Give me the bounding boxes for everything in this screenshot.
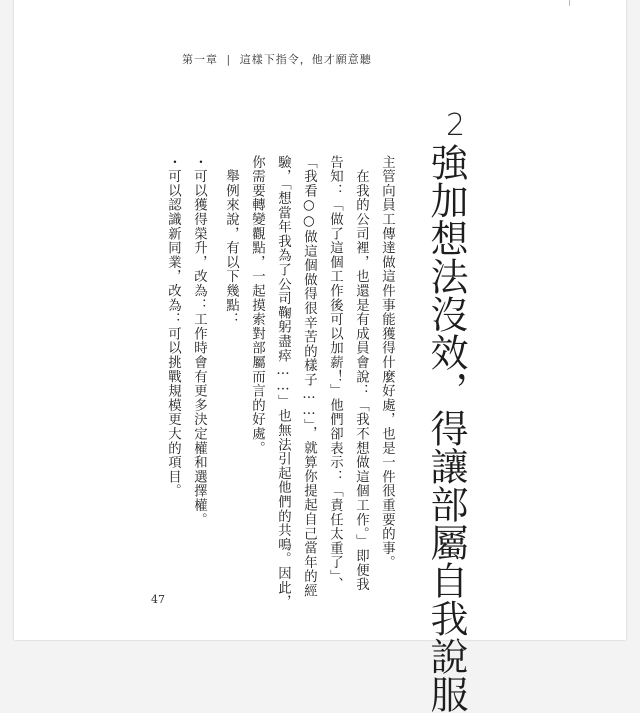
body-column-5: 驗，「想當年我為了公司鞠躬盡瘁……」也無法引起他們的共鳴。因此， [275,155,291,610]
crop-mark [569,0,570,6]
chapter-label: 第一章 [182,53,218,66]
body-column-3: 告知：「做了這個工作後可以加薪！」他們卻表示：「責任太重了」、 [327,155,343,592]
section-title: 強加想法沒效，得讓部屬自我說服 [424,143,468,713]
book-page [14,0,626,713]
running-head [182,51,372,67]
body-column-1: 主管向員工傳達做這件事能獲得什麼好處，也是一件很重要的事。 [379,155,395,570]
body-column-4: 「我看○○做這個做得很辛苦的樣子……」，就算你提起自己當年的經 [301,155,317,598]
chapter-title: 這樣下指令，他才願意聽 [239,53,372,66]
page-number: 47 [151,593,165,606]
running-head-separator: | [226,53,232,66]
list-item-1: ・可以獲得榮升，改為：工作時會有更多決定權和選擇權。 [191,155,207,527]
list-item-2: ・可以認識新同業，改為：可以挑戰規模更大的項目。 [165,155,181,499]
section-number: 2 [446,108,466,143]
body-column-7: 舉例來說，有以下幾點： [223,155,239,327]
body-column-6: 你需要轉變觀點，一起摸索對部屬而言的好處。 [249,155,265,456]
body-column-2: 在我的公司裡，也還是有成員會說：「我不想做這個工作。」即便我 [353,155,369,592]
